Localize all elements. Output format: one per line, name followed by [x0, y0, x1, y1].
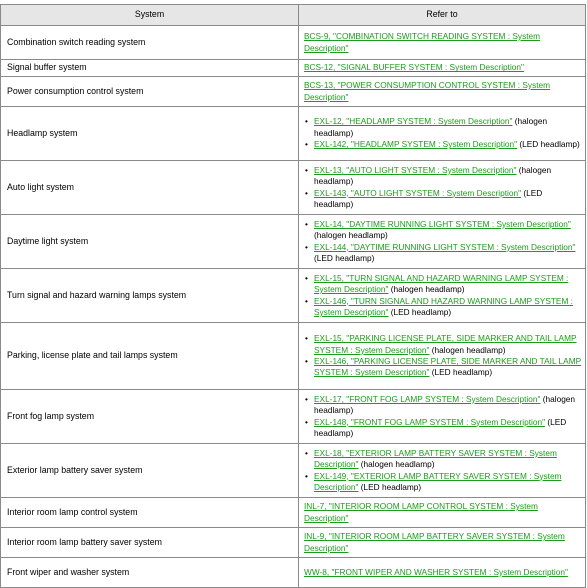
- refer-to-cell: [299, 215, 586, 269]
- reference-link[interactable]: WW-8, "FRONT WIPER AND WASHER SYSTEM : System Description": [304, 566, 568, 577]
- reference-single: [304, 80, 583, 103]
- table-row: [1, 60, 586, 77]
- reference-note: (halogen headlamp): [388, 284, 465, 295]
- refer-to-cell: [299, 77, 586, 107]
- reference-item: [304, 394, 583, 417]
- reference-link[interactable]: BCS-9, "COMBINATION SWITCH READING SYSTEM : System Description": [304, 31, 541, 53]
- refer-to-cell: [299, 161, 586, 215]
- reference-link[interactable]: EXL-146, "TURN SIGNAL AND HAZARD WARNING LAMP SYSTEM : System Description": [314, 295, 573, 317]
- table-row: [1, 215, 586, 269]
- reference-link[interactable]: EXL-148, "FRONT FOG LAMP SYSTEM : System Description": [314, 416, 546, 427]
- reference-note: (LED headlamp): [429, 367, 493, 378]
- reference-note: (LED headlamp): [314, 187, 543, 209]
- reference-link[interactable]: EXL-149, "EXTERIOR LAMP BATTERY SAVER SYSTEM : System Description": [314, 470, 562, 492]
- reference-link[interactable]: EXL-17, "FRONT FOG LAMP SYSTEM : System Description": [314, 393, 541, 404]
- reference-list: [304, 394, 583, 440]
- reference-item: [304, 219, 583, 242]
- reference-link[interactable]: EXL-15, "PARKING LICENSE PLATE, SIDE MARKER AND TAIL LAMP SYSTEM : System Description": [314, 333, 577, 355]
- reference-item: [304, 165, 583, 188]
- system-name-cell: Auto light system: [1, 161, 299, 215]
- reference-single: [304, 567, 583, 578]
- system-name-cell: Turn signal and hazard warning lamps system: [1, 269, 299, 323]
- reference-item: [304, 471, 583, 494]
- table-row: [1, 498, 586, 528]
- system-name-cell: Signal buffer system: [1, 60, 299, 77]
- refer-to-cell: [299, 60, 586, 77]
- reference-item: [304, 116, 583, 139]
- table-row: [1, 107, 586, 161]
- system-reference-table: [0, 4, 586, 588]
- reference-link[interactable]: EXL-18, "EXTERIOR LAMP BATTERY SAVER SYSTEM : System Description": [314, 447, 557, 470]
- refer-to-cell: [299, 558, 586, 588]
- table-row: [1, 558, 586, 588]
- reference-single: [304, 501, 583, 524]
- header-system: System: [1, 5, 299, 26]
- system-name-cell: Headlamp system: [1, 107, 299, 161]
- header-refer-to: Refer to: [299, 5, 586, 26]
- refer-to-cell: [299, 528, 586, 558]
- system-name-cell: Parking, license plate and tail lamps system: [1, 323, 299, 390]
- system-name-cell: Daytime light system: [1, 215, 299, 269]
- system-name-cell: Power consumption control system: [1, 77, 299, 107]
- reference-link[interactable]: EXL-142, "HEADLAMP SYSTEM : System Description": [314, 139, 518, 150]
- reference-list: [304, 333, 583, 379]
- reference-note: (halogen headlamp): [314, 393, 576, 416]
- reference-note: (LED headlamp): [314, 252, 375, 263]
- table-body: [1, 26, 586, 588]
- reference-item: [304, 273, 583, 296]
- system-name-cell: Exterior lamp battery saver system: [1, 444, 299, 498]
- table-row: [1, 444, 586, 498]
- reference-note: (halogen headlamp): [314, 230, 388, 241]
- refer-to-cell: [299, 444, 586, 498]
- reference-item: [304, 80, 550, 101]
- reference-note: (LED headlamp): [388, 306, 452, 317]
- reference-link[interactable]: EXL-144, "DAYTIME RUNNING LIGHT SYSTEM : System Description": [314, 241, 576, 252]
- system-name-cell: Interior room lamp control system: [1, 498, 299, 528]
- reference-note: (halogen headlamp): [314, 164, 552, 187]
- reference-item: [304, 531, 565, 552]
- table-header-row: [1, 5, 586, 26]
- reference-note: (LED headlamp): [517, 139, 580, 150]
- reference-note: (halogen headlamp): [429, 344, 506, 355]
- reference-list: [304, 116, 583, 150]
- refer-to-cell: [299, 390, 586, 444]
- reference-link[interactable]: EXL-15, "TURN SIGNAL AND HAZARD WARNING LAMP SYSTEM : System Description": [314, 272, 569, 295]
- reference-note: (LED headlamp): [314, 416, 567, 438]
- system-name-cell: Front fog lamp system: [1, 390, 299, 444]
- table-row: [1, 269, 586, 323]
- reference-list: [304, 219, 583, 265]
- reference-item: [304, 139, 583, 150]
- reference-item: [304, 417, 583, 440]
- system-name-cell: Front wiper and washer system: [1, 558, 299, 588]
- reference-note: (halogen headlamp): [314, 116, 548, 138]
- system-name-cell: Combination switch reading system: [1, 26, 299, 60]
- refer-to-cell: [299, 26, 586, 60]
- reference-link[interactable]: BCS-13, "POWER CONSUMPTION CONTROL SYSTEM : System Description": [304, 80, 551, 102]
- table-row: [1, 323, 586, 390]
- reference-item: [304, 333, 583, 356]
- reference-single: [304, 531, 583, 554]
- table-row: [1, 26, 586, 60]
- reference-item: [304, 356, 583, 379]
- reference-item: [304, 62, 524, 72]
- table-row: [1, 390, 586, 444]
- reference-link[interactable]: EXL-143, "AUTO LIGHT SYSTEM : System Description": [314, 187, 522, 198]
- reference-item: [304, 31, 540, 52]
- reference-link[interactable]: EXL-13, "AUTO LIGHT SYSTEM : System Description": [314, 164, 517, 175]
- reference-item: [304, 188, 583, 211]
- reference-item: [304, 448, 583, 471]
- reference-item: [304, 501, 538, 522]
- table-row: [1, 161, 586, 215]
- reference-link[interactable]: EXL-146, "PARKING LICENSE PLATE, SIDE MARKER AND TAIL LAMP SYSTEM : System Description": [314, 356, 582, 378]
- reference-single: [304, 62, 583, 73]
- reference-link[interactable]: EXL-14, "DAYTIME RUNNING LIGHT SYSTEM : System Description": [314, 218, 571, 229]
- reference-list: [304, 448, 583, 494]
- reference-list: [304, 273, 583, 319]
- reference-single: [304, 31, 583, 54]
- reference-link[interactable]: INL-9, "INTERIOR ROOM LAMP BATTERY SAVER SYSTEM : System Description": [304, 531, 565, 553]
- table-row: [1, 77, 586, 107]
- refer-to-cell: [299, 269, 586, 323]
- reference-item: [304, 567, 568, 577]
- refer-to-cell: [299, 107, 586, 161]
- reference-note: (halogen headlamp): [358, 459, 435, 470]
- reference-link[interactable]: EXL-12, "HEADLAMP SYSTEM : System Description": [314, 116, 513, 127]
- reference-link[interactable]: BCS-12, "SIGNAL BUFFER SYSTEM : System Description": [304, 62, 524, 73]
- refer-to-cell: [299, 498, 586, 528]
- reference-item: [304, 242, 583, 265]
- reference-link[interactable]: INL-7, "INTERIOR ROOM LAMP CONTROL SYSTEM : System Description": [304, 501, 538, 523]
- table-row: [1, 528, 586, 558]
- reference-item: [304, 296, 583, 319]
- reference-list: [304, 165, 583, 211]
- reference-note: (LED headlamp): [358, 481, 422, 492]
- refer-to-cell: [299, 323, 586, 390]
- system-name-cell: Interior room lamp battery saver system: [1, 528, 299, 558]
